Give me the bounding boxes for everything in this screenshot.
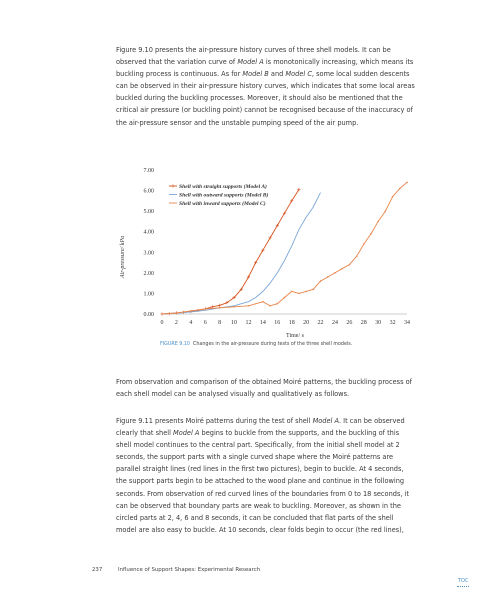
series-marker — [349, 264, 351, 266]
figure-caption-text: Changes in the air-pressure during tests of the three shell models. — [193, 342, 353, 347]
text-run: is monotonically increasing, which means its buckling process is continuous. As for — [116, 58, 414, 79]
series-marker — [276, 303, 278, 305]
series-marker — [298, 293, 300, 295]
y-tick-label: 0.00 — [143, 312, 154, 318]
model-a-emphasis: Model A — [173, 429, 200, 438]
series-marker — [341, 268, 343, 270]
x-tick-label: 22 — [317, 320, 324, 326]
x-tick-label: 28 — [360, 320, 367, 326]
model-c-emphasis: Model C — [285, 70, 312, 79]
series-marker — [204, 308, 206, 310]
y-tick-label: 5.00 — [143, 209, 154, 216]
series-marker — [248, 305, 250, 307]
legend-label-1: Shell with straight supports (Model A) — [179, 184, 267, 190]
x-tick-label: 2 — [174, 320, 178, 326]
series-marker — [377, 221, 379, 223]
paragraph-figure-intro — [116, 44, 416, 129]
page-number: 237 — [92, 567, 103, 573]
series-marker — [320, 280, 322, 282]
series-marker — [305, 291, 307, 293]
x-tick-label: 34 — [404, 320, 410, 326]
toc-underline — [457, 586, 469, 587]
series-marker — [190, 310, 192, 312]
series-marker — [363, 243, 365, 245]
x-tick-label: 0 — [160, 320, 164, 326]
series-marker — [356, 256, 358, 258]
series-marker — [262, 301, 264, 303]
series-marker — [218, 304, 221, 307]
paragraph-figure-911 — [116, 415, 416, 536]
series-marker — [392, 196, 394, 198]
series-marker — [334, 272, 336, 274]
x-tick-label: 6 — [203, 320, 207, 326]
y-tick-label: 2.00 — [143, 270, 154, 277]
series-marker — [269, 305, 271, 307]
series-marker — [327, 276, 329, 278]
x-tick-label: 32 — [389, 320, 396, 326]
y-tick-label: 6.00 — [143, 188, 154, 195]
y-axis-label: Air-pressure/ kPa — [120, 235, 126, 279]
y-tick-label: 4.00 — [143, 229, 154, 236]
model-b-emphasis: Model B — [242, 70, 269, 79]
series-marker — [385, 210, 387, 212]
text-run: Figure 9.11 presents Moiré patterns during the test of shell — [116, 417, 313, 425]
text-run: , some local sudden descents can be observed in their air-pressure history curves, which indicates that some local areas buckled during the buckling processes. Moreover, it should also be mentioned that the critical air pressure (or buckling point) cannot be recognised because of the inaccuracy of the air-pressure sensor and the unstable pumping speed of the air pump. — [116, 70, 415, 127]
y-tick-label: 3.00 — [143, 250, 154, 257]
series-marker — [406, 182, 408, 184]
series-marker — [284, 297, 286, 299]
series-line-1 — [162, 190, 299, 315]
model-a-emphasis: Model A — [312, 417, 339, 425]
x-tick-label: 16 — [274, 320, 281, 326]
y-tick-label: 7.00 — [143, 168, 154, 174]
x-axis-label: Time/ s — [286, 333, 304, 339]
series-marker — [313, 289, 315, 291]
text-run: Figure 9.10 presents the air-pressure history curves of three shell models. It can be observed that the variation curve of — [116, 46, 391, 67]
series-marker — [233, 306, 235, 308]
running-title: Influence of Support Shapes: Experimental Research — [118, 567, 261, 573]
model-a-emphasis: Model A — [237, 58, 264, 67]
x-tick-label: 26 — [346, 320, 353, 326]
y-tick-label: 1.00 — [143, 291, 154, 298]
series-marker — [161, 313, 163, 315]
air-pressure-chart — [112, 162, 422, 340]
x-tick-label: 30 — [375, 320, 382, 326]
x-tick-label: 14 — [259, 320, 266, 326]
legend-label-2: Shell with outward supports (Model B) — [179, 192, 269, 199]
text-run: begins to buckle from the supports, and the buckling of this shell model continues to the central part. Specifically, from the initial shell model at 2 seconds, the support parts with a single curved shape where the Moiré patterns are parallel straight lines (red lines in the first two pictures), begin to buckle. At 4 seconds, the support parts begin to be attached to the wood plane and continue in the following seconds. From observation of red curved lines of the boundaries from 0 to 18 seconds, it can be observed that boundary parts are weak to buckling. Moreover, as shown in the circled parts at 2, 4, 6 and 8 seconds, it can be concluded that flat parts of the shell model are also easy to buckle. At 10 seconds, clear folds begin to occur (the red lines), — [116, 429, 410, 534]
x-tick-label: 10 — [231, 320, 238, 326]
x-tick-label: 4 — [189, 320, 193, 326]
series-marker — [370, 233, 372, 235]
x-tick-label: 8 — [218, 320, 222, 326]
x-tick-label: 12 — [245, 320, 252, 326]
legend-marker — [171, 184, 174, 187]
series-marker — [291, 291, 293, 293]
series-line-2 — [162, 193, 321, 314]
paragraph-observation: From observation and comparison of the obtained Moiré patterns, the buckling process of each shell model can be analysed visually and qualitatively as follows. — [116, 378, 412, 399]
figure-caption — [160, 342, 352, 347]
series-marker — [219, 307, 221, 309]
text-run: and — [268, 70, 286, 79]
x-tick-label: 24 — [331, 320, 338, 326]
text-run: . It can be observed clearly that shell — [116, 417, 405, 438]
figure-label: FIGURE 9.10 — [160, 342, 190, 347]
series-marker — [176, 312, 178, 314]
legend-label-3: Shell with inward supports (Model C) — [179, 201, 266, 207]
x-tick-label: 20 — [303, 320, 310, 326]
x-tick-label: 18 — [288, 320, 295, 326]
toc-link[interactable]: TOC — [458, 578, 469, 584]
series-marker — [399, 188, 401, 190]
